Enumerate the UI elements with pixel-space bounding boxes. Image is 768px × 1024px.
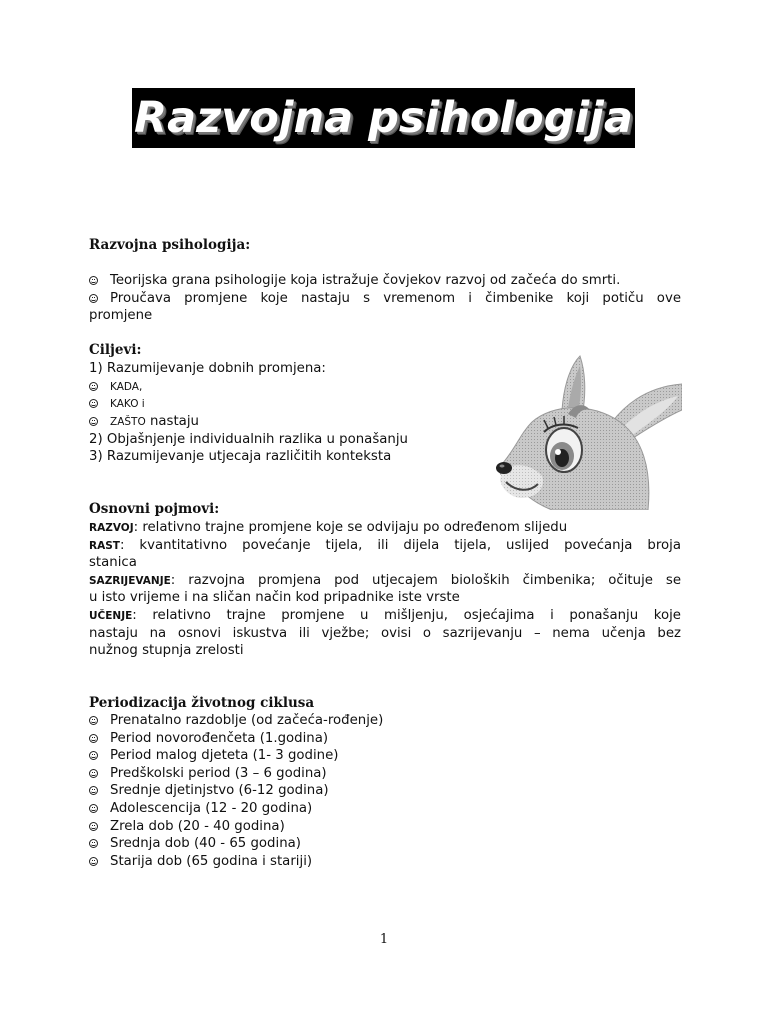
list-item: Prenatalno razdoblje (od začeća-rođenje): [89, 712, 681, 729]
smiley-icon: [89, 716, 98, 725]
list-item: Teorijska grana psihologije koja istražuje čovjekov razvoj od začeća do smrti.: [89, 272, 681, 289]
goals-heading: Ciljevi:: [89, 342, 142, 358]
definition-rast: RAST: kvantitativno povećanje tijela, ili dijela tijela, uslijed povećanja broja: [89, 538, 681, 553]
smiley-icon: [89, 786, 98, 795]
list-item: Srednja dob (40 - 65 godina): [89, 835, 681, 852]
list-item-continued: promjene: [89, 308, 153, 323]
goal-item-3: 3) Razumijevanje utjecaja različitih konteksta: [89, 449, 392, 464]
smiley-icon: [89, 294, 98, 303]
definition-sazrijevanje-continued: u isto vrijeme i na sličan način kod pripadnike iste vrste: [89, 590, 460, 605]
list-item: Starija dob (65 godina i stariji): [89, 853, 681, 870]
smiley-icon: [89, 751, 98, 760]
concepts-heading: Osnovni pojmovi:: [89, 501, 220, 517]
smiley-icon: [89, 417, 98, 426]
periods-heading: Periodizacija životnog ciklusa: [89, 695, 315, 711]
goal-item-2: 2) Objašnjenje individualnih razlika u ponašanju: [89, 432, 408, 447]
smiley-icon: [89, 822, 98, 831]
goal-item-1: 1) Razumijevanje dobnih promjena:: [89, 361, 326, 376]
list-item: Period malog djeteta (1- 3 godine): [89, 747, 681, 764]
page-title: Razvojna psihologija: [134, 93, 633, 143]
smiley-icon: [89, 382, 98, 391]
list-item: Predškolski period (3 – 6 godina): [89, 765, 681, 782]
definition-ucenje-continued: nastaju na osnovi iskustva ili vježbe; ovisi o sazrijevanju – nema učenja bez: [89, 626, 681, 641]
smiley-icon: [89, 839, 98, 848]
intro-heading: Razvojna psihologija:: [89, 237, 251, 253]
smiley-icon: [89, 804, 98, 813]
list-item: ZAŠTO nastaju: [89, 413, 681, 431]
smiley-icon: [89, 769, 98, 778]
list-item: Adolescencija (12 - 20 godina): [89, 800, 681, 817]
list-item: KADA,: [89, 378, 681, 396]
definition-ucenje-continued: nužnog stupnja zrelosti: [89, 643, 244, 658]
title-banner: [132, 88, 635, 148]
definition-sazrijevanje: SAZRIJEVANJE: razvojna promjena pod utjecajem bioloških čimbenika; očituje se: [89, 573, 681, 588]
deer-illustration: [492, 352, 682, 510]
list-item: KAKO i: [89, 395, 681, 413]
smiley-icon: [89, 399, 98, 408]
list-item: Srednje djetinjstvo (6-12 godina): [89, 782, 681, 799]
list-item: Proučava promjene koje nastaju s vremenom i čimbenike koji potiču ove: [89, 290, 681, 307]
list-item: Zrela dob (20 - 40 godina): [89, 818, 681, 835]
page-number: 1: [379, 932, 389, 947]
smiley-icon: [89, 276, 98, 285]
definition-ucenje: UČENJE: relativno trajne promjene u mišljenju, osjećajima i ponašanju koje: [89, 608, 681, 623]
definition-rast-continued: stanica: [89, 555, 137, 570]
definition-razvoj: RAZVOJ: relativno trajne promjene koje se odvijaju po određenom slijedu: [89, 520, 568, 535]
list-item: Period novorođenčeta (1.godina): [89, 730, 681, 747]
smiley-icon: [89, 734, 98, 743]
smiley-icon: [89, 857, 98, 866]
